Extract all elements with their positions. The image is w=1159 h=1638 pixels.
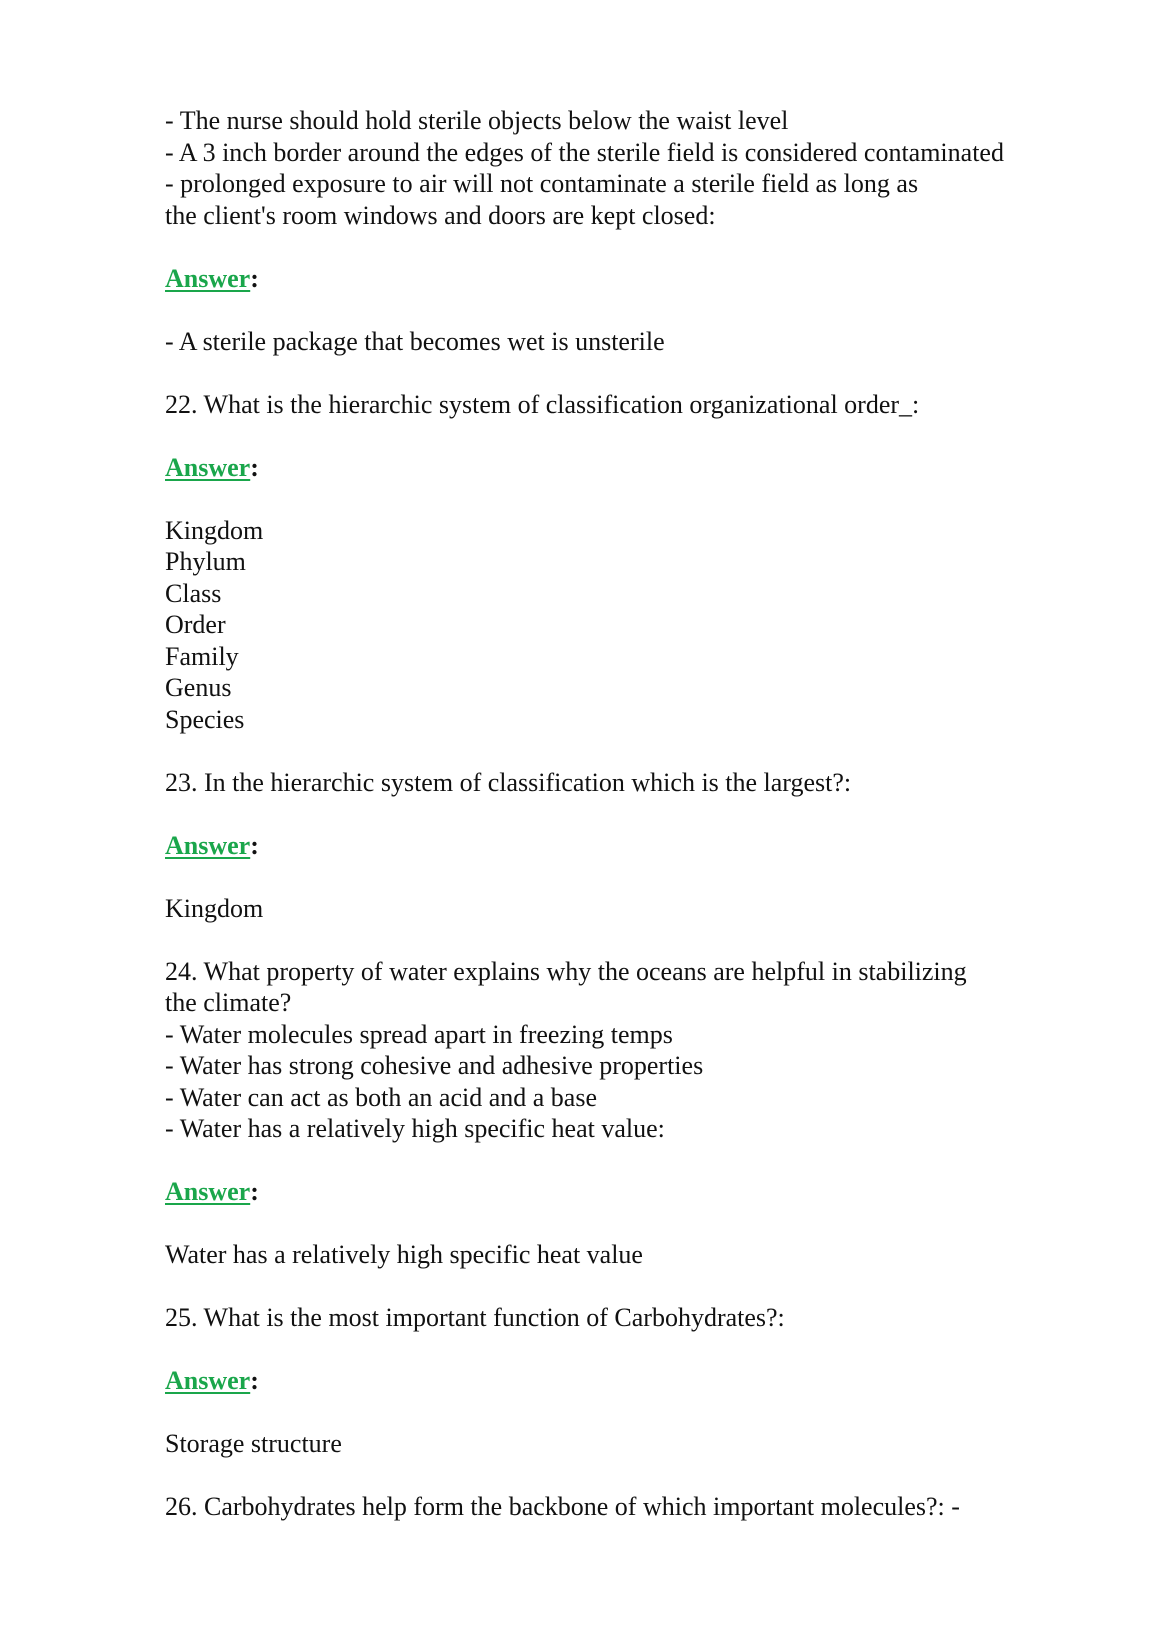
q22-answer-order: Order — [165, 610, 226, 639]
q23-answer-label — [165, 830, 1095, 862]
q25-answer-label — [165, 1365, 1095, 1397]
q24-answer: Water has a relatively high specific heat value — [165, 1240, 643, 1269]
answer-colon: : — [250, 1177, 259, 1206]
q24-option-2: - Water has strong cohesive and adhesive properties — [165, 1051, 704, 1080]
answer-word: Answer — [165, 1366, 251, 1395]
answer-colon: : — [250, 830, 259, 860]
q21-option-4: the client's room windows and doors are kept closed: — [165, 200, 716, 230]
q25-answer: Storage structure — [165, 1429, 342, 1458]
q21-answer-label — [165, 263, 1095, 295]
q21-option-1: - The nurse should hold sterile objects below the waist level — [165, 106, 789, 135]
q24-question-line-1: 24. What property of water explains why the oceans are helpful in stabilizing — [165, 956, 967, 986]
q23-question: 23. In the hierarchic system of classification which is the largest?: — [165, 767, 852, 797]
q22-answer-family: Family — [165, 641, 239, 671]
q26-question: 26. Carbohydrates help form the backbone of which important molecules?: - — [165, 1492, 960, 1521]
q21-answer: - A sterile package that becomes wet is unsterile — [165, 326, 665, 356]
answer-colon: : — [250, 1366, 259, 1395]
answer-colon: : — [250, 263, 259, 293]
q23-answer: Kingdom — [165, 893, 264, 923]
q22-answer-species: Species — [165, 704, 245, 734]
answer-colon: : — [250, 452, 259, 482]
q25-question: 25. What is the most important function of Carbohydrates?: — [165, 1303, 785, 1332]
answer-word: Answer — [165, 830, 251, 860]
q24-option-1: - Water molecules spread apart in freezing temps — [165, 1019, 673, 1049]
answer-word: Answer — [165, 1177, 251, 1206]
q24-option-3: - Water can act as both an acid and a base — [165, 1082, 597, 1112]
q21-option-2: - A 3 inch border around the edges of the sterile field is considered contaminated — [165, 137, 1004, 167]
q24-answer-label — [165, 1176, 1095, 1208]
q22-answer-phylum: Phylum — [165, 547, 246, 576]
document-page — [165, 105, 1095, 1523]
q22-question: 22. What is the hierarchic system of classification organizational order_: — [165, 389, 920, 419]
q24-option-4: - Water has a relatively high specific heat value: — [165, 1114, 665, 1143]
q22-answer-kingdom: Kingdom — [165, 515, 264, 545]
answer-word: Answer — [165, 263, 251, 293]
q22-answer-class: Class — [165, 578, 222, 608]
q22-answer-label — [165, 452, 1095, 484]
q21-option-3: - prolonged exposure to air will not contaminate a sterile field as long as — [165, 169, 919, 198]
q22-answer-genus: Genus — [165, 673, 232, 702]
answer-word: Answer — [165, 452, 251, 482]
q24-question-line-2: the climate? — [165, 988, 292, 1017]
